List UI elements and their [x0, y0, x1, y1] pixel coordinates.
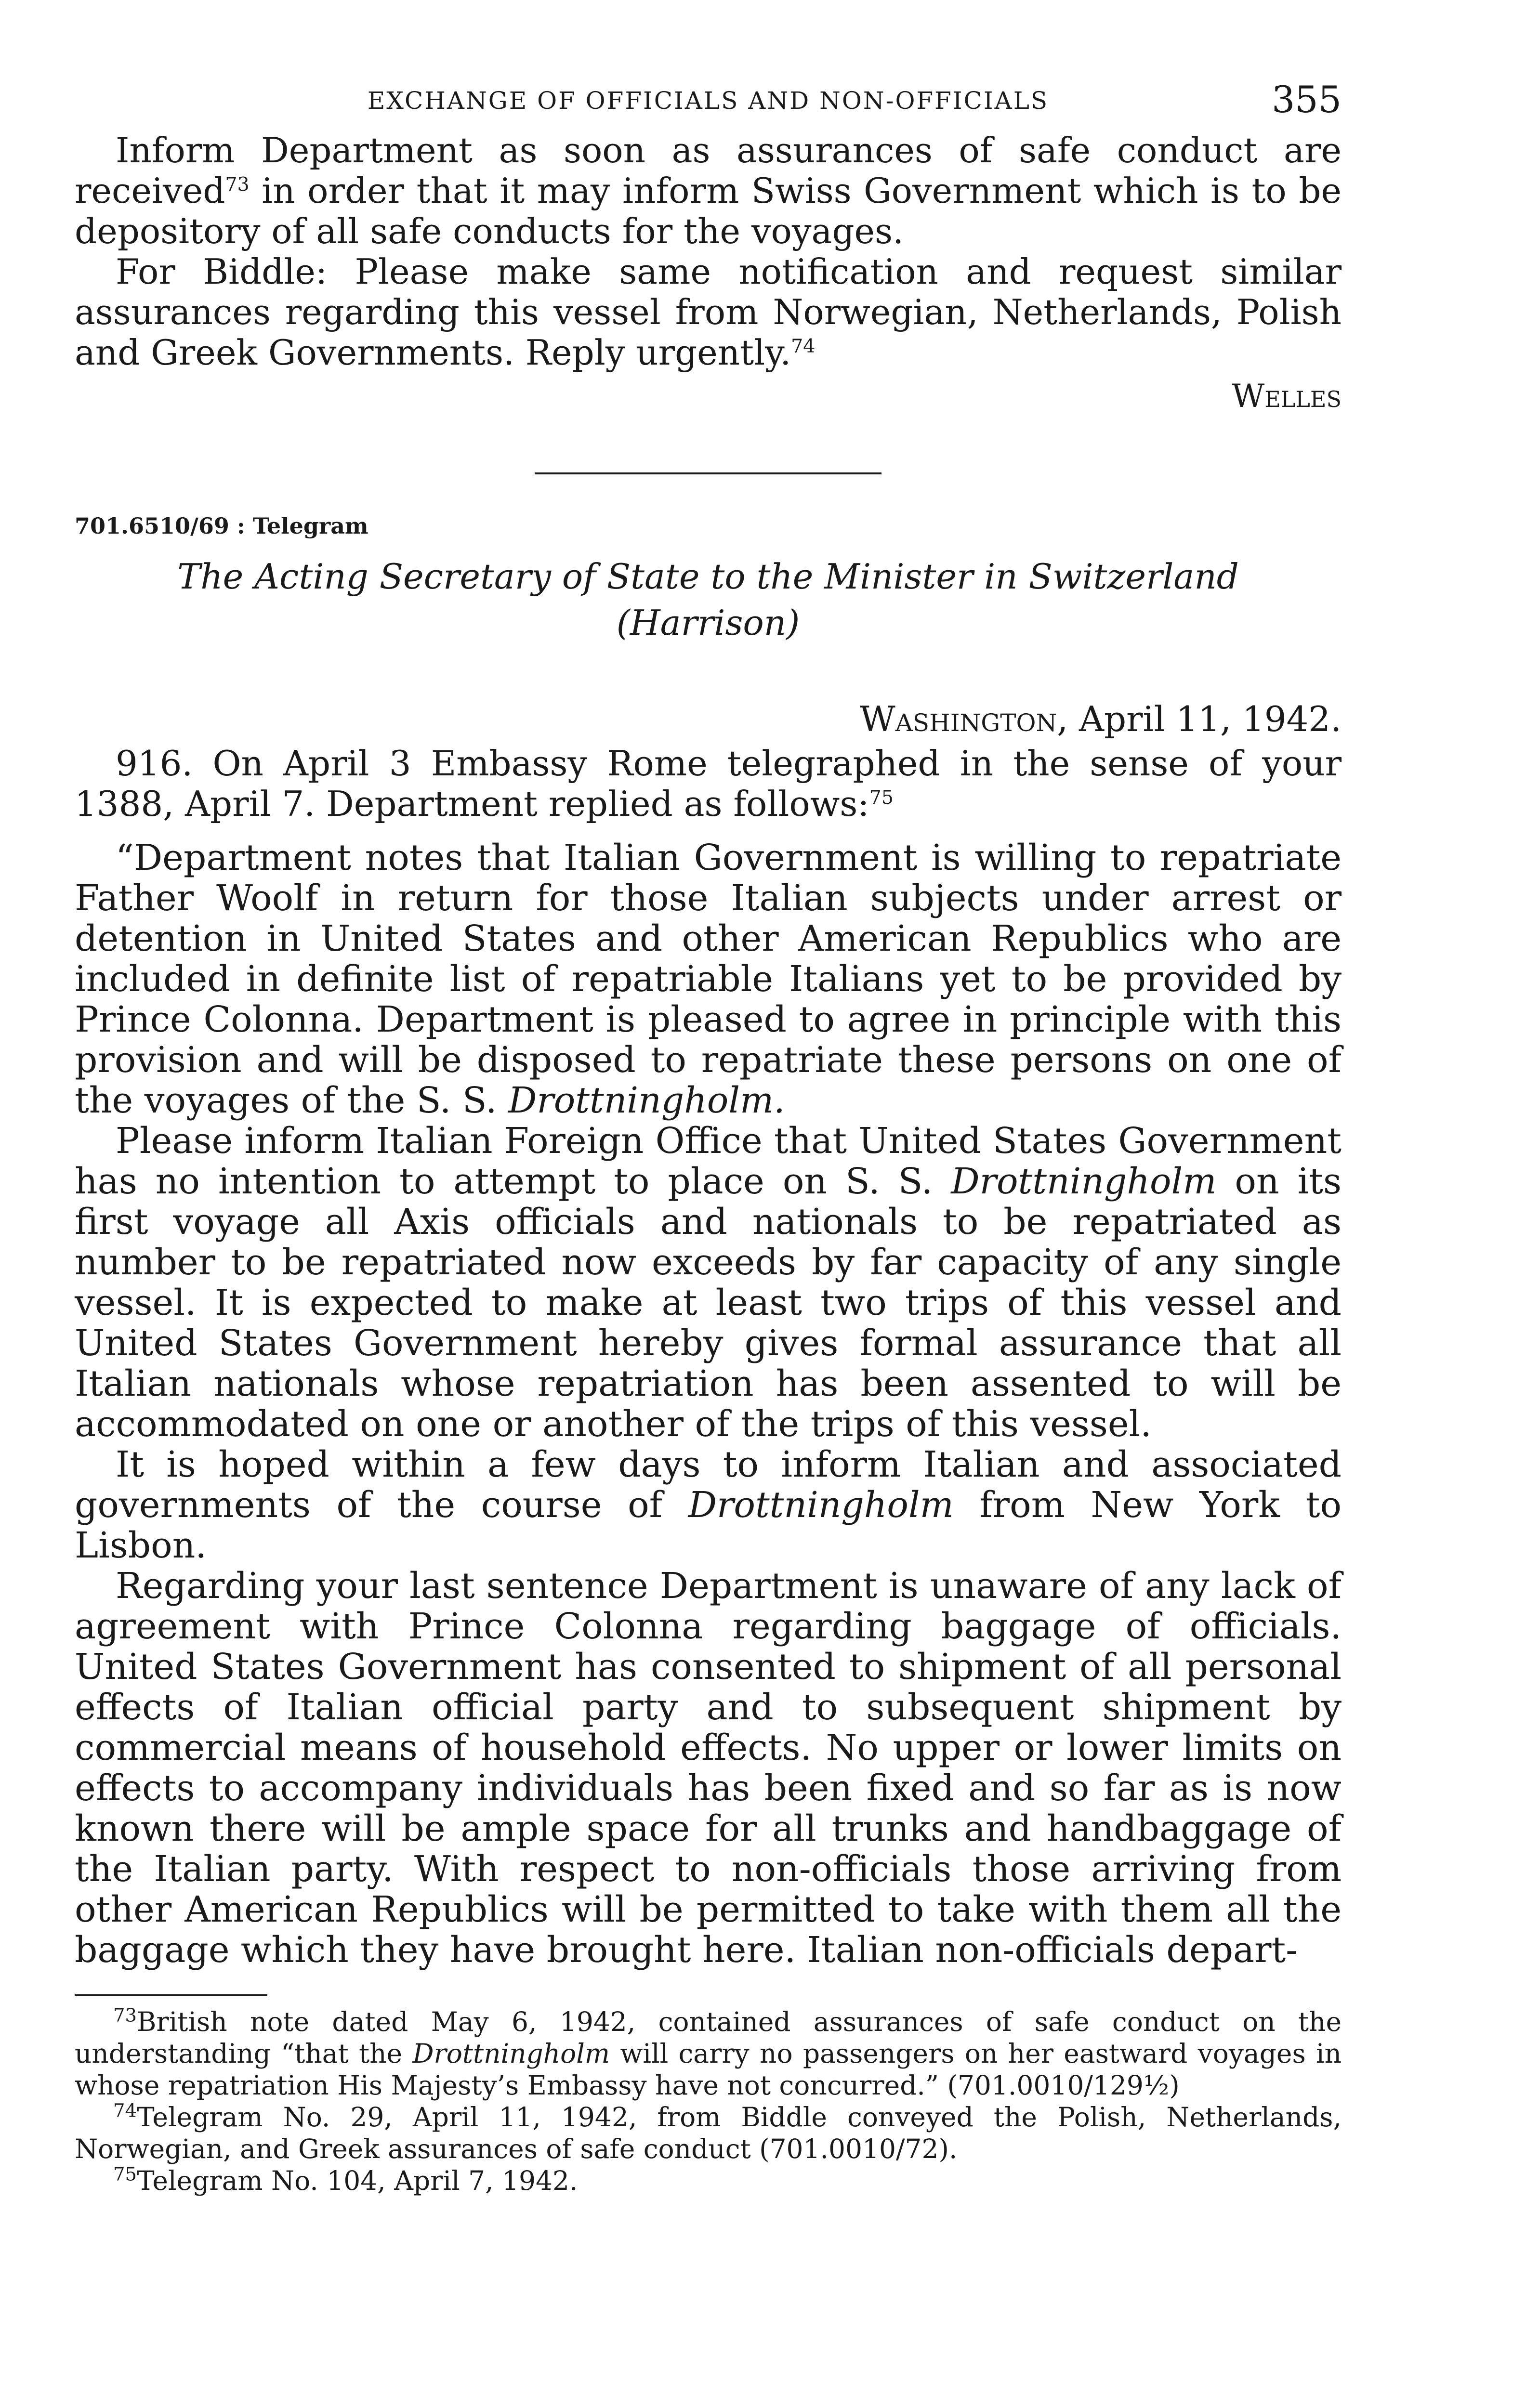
document-page: [75, 72, 1342, 2197]
ship-name: Drottningholm: [688, 1484, 954, 1526]
quote-paragraph-3: [75, 1444, 1342, 1566]
quote-text: from New York to Lisbon.: [75, 1484, 1342, 1566]
quote-paragraph-2: [75, 1121, 1342, 1444]
footnote-75: [75, 2165, 1342, 2197]
paragraph-inform-department: [75, 130, 1342, 251]
paragraph-text: in order that it may inform Swiss Government which is to be depository of all safe conducts for the voyages.: [75, 170, 1342, 251]
footnote-number: 74: [113, 2100, 137, 2122]
footnote-ref-75[interactable]: 75: [869, 786, 894, 809]
quote-paragraph-4: Regarding your last sentence Department is unaware of any lack of agreement with Prince Colonna regarding baggage of officials. United States Government has consented to shipment of all personal effects of Italian official party and to subsequent shipment by commercial means of household effects. No upper or lower limits on effects to accompany individuals has been fixed and so far as is now known there will be ample space for all trunks and handbaggage of the Italian party. With respect to non-officials those arriving from other American Republics will be permitted to take with them all the baggage which they have brought here. Italian non-officials depart-: [75, 1565, 1342, 1971]
quote-text: on its first voyage all Axis officials and nationals to be repatriated as number to be repatriated now exceeds by far capacity of any single vessel. It is expected to make at least two trips of this vessel and United States Government hereby gives formal assurance that all Italian nationals whose repatriation has been assented to will be accommodated on one or another of the trips of this vessel.: [75, 1161, 1342, 1445]
footnote-ref-74[interactable]: 74: [791, 335, 816, 357]
running-head: [75, 72, 1342, 130]
footnote-73: [75, 2006, 1342, 2101]
footnote-ref-73[interactable]: 73: [225, 173, 250, 196]
quote-paragraph-1: [75, 838, 1342, 1121]
quote-text: It is hoped within a few days to inform Italian and associated governments of the course of: [75, 1444, 1342, 1526]
footnote-74: [75, 2101, 1342, 2165]
dateline-place: Washington,: [859, 699, 1068, 739]
dateline: [75, 699, 1342, 739]
document-title: [75, 553, 1342, 646]
quoted-telegram: [75, 838, 1342, 1970]
page-number: 355: [1271, 78, 1342, 121]
quote-text: Please inform Italian Foreign Office that United States Government has no intention to attempt to place on S. S.: [75, 1120, 1342, 1202]
ship-name: Drottningholm.: [508, 1080, 785, 1121]
footnote-number: 75: [113, 2163, 137, 2186]
quote-text: “Department notes that Italian Government is willing to repatriate Father Woolf in return for those Italian subjects under arrest or detention in United States and other American Republics who are included in definite list of repatriable Italians yet to be provided by Prince Colonna. Department is pleased to agree in principle with this provision and will be disposed to repatriate these persons on one of the voyages of the S. S.: [75, 837, 1342, 1121]
section-divider: [535, 472, 881, 474]
paragraph-text: 916. On April 3 Embassy Rome telegraphed in the sense of your 1388, April 7. Department replied as follows:: [75, 743, 1342, 824]
footnote-number: 73: [113, 2004, 137, 2027]
title-line-1: The Acting Secretary of State to the Minister in Switzerland: [177, 556, 1239, 597]
paragraph-text: Inform Department as soon as assurances of safe conduct are received: [75, 130, 1342, 211]
signature-welles: Welles: [1232, 378, 1342, 415]
file-reference: 701.6510/69 : Telegram: [75, 513, 368, 539]
footnote-divider: [75, 1994, 267, 1996]
ship-name: Drottningholm: [951, 1161, 1217, 1202]
title-line-2: (Harrison): [616, 602, 800, 643]
footnotes: [75, 2006, 1342, 2197]
footnote-text: Telegram No. 104, April 7, 1942.: [137, 2165, 578, 2196]
running-title: EXCHANGE OF OFFICIALS AND NON-OFFICIALS: [367, 87, 1049, 115]
paragraph-916: [75, 743, 1342, 824]
ship-name: Drottningholm: [412, 2038, 610, 2069]
footnote-text: Telegram No. 29, April 11, 1942, from Biddle conveyed the Polish, Netherlands, Norwegian, and Greek assurances of safe conduct (701.0010/72).: [75, 2102, 1342, 2164]
paragraph-for-biddle: [75, 251, 1342, 373]
footnote-text: British note dated May 6, 1942, contained assurances of safe conduct on the understanding “that the: [75, 2006, 1342, 2069]
dateline-date: April 11, 1942.: [1068, 699, 1342, 739]
footnote-text: will carry no passengers on her eastward voyages in whose repatriation His Majesty’s Embassy have not concurred.” (701.0010/129½): [75, 2038, 1342, 2101]
paragraph-text: For Biddle: Please make same notification and request similar assurances regarding this vessel from Norwegian, Netherlands, Polish and Greek Governments. Reply urgently.: [75, 251, 1342, 373]
